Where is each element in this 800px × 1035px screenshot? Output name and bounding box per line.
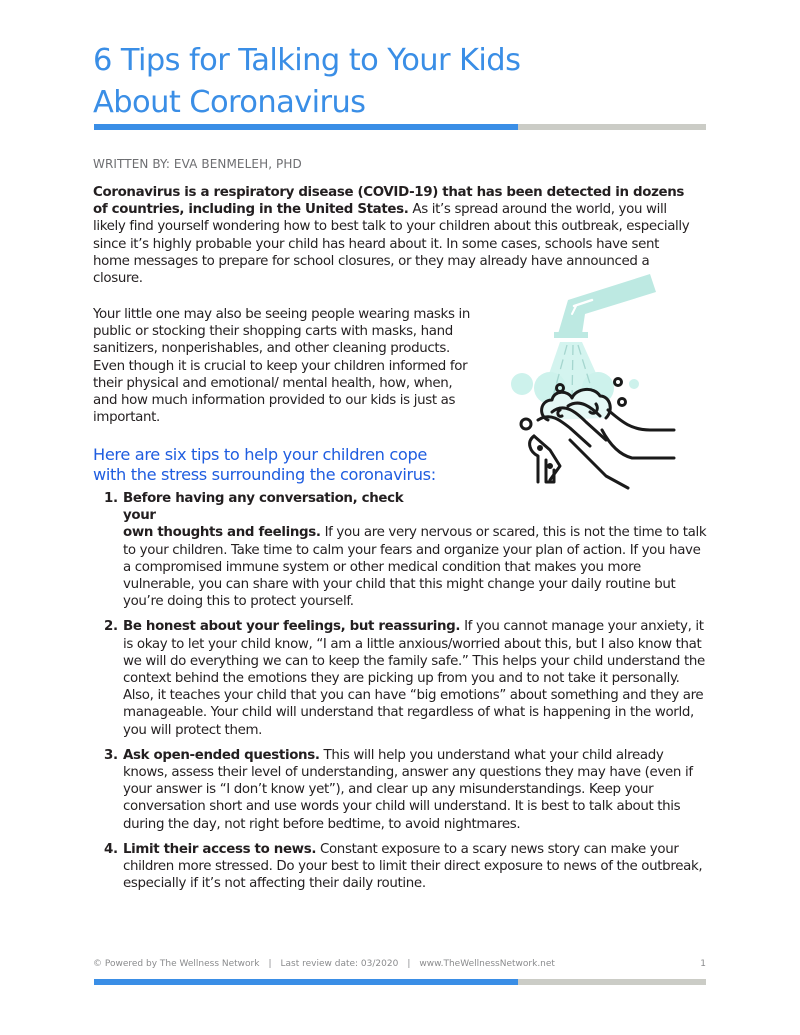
footer-divider-gray <box>518 979 706 985</box>
header-divider-gray <box>518 124 706 130</box>
second-paragraph: Your little one may also be seeing people wearing masks in public or stocking their shopping carts with masks, hand sanitizers, nonperishables, and other cleaning products. Even though it is crucial to keep your children informed for their physical and emotional/ mental health, how, when, and how much information provided to our kids is just as important. <box>93 307 470 426</box>
header-divider-blue <box>94 124 518 130</box>
tip-bold-line-2: own thoughts and feelings. <box>123 525 321 541</box>
tip-bold-line-1: Before having any conversation, check your <box>123 491 404 524</box>
tip-item <box>93 618 708 738</box>
subheading-line-2: with the stress surrounding the coronavirus: <box>93 465 436 484</box>
footer-website-link[interactable]: www.TheWellnessNetwork.net <box>419 959 555 969</box>
header-divider <box>94 124 706 130</box>
faucet-icon <box>554 274 656 338</box>
intro-bold: Coronavirus is a respiratory disease (COVID-19) that has been detected in dozens of countries, including in the United States. <box>93 185 685 218</box>
title-line-1: 6 Tips for Talking to Your Kids <box>93 43 521 78</box>
tip-number: 4. <box>104 841 118 857</box>
footer-separator: | <box>268 959 272 969</box>
intro-text: As it’s spread around the world, you will likely find yourself wondering how to best talk to your children about this outbreak, especially since it’s highly probable your child has heard about it. In some cases, schools have sent home messages to prepare for school closures, or they may already have announced a closure. <box>93 202 690 287</box>
tip-item <box>93 841 708 893</box>
tip-number: 3. <box>104 747 118 763</box>
footer-divider <box>94 979 706 985</box>
tip-text: If you are very nervous or scared, this is not the time to talk to your children. Take time to calm your fears and organize your plan of action. If you have a compromised immune system or other medical condition that makes you more vulnerable, you can share with your child that this might change your daily routine but you’re doing this to protect yourself. <box>123 525 707 610</box>
footer-review-date: Last review date: 03/2020 <box>280 959 399 969</box>
tip-text: This will help you understand what your child already knows, assess their level of understanding, answer any questions they may have (even if your answer is “I don’t know yet”), and clear up any misunderstandings. Keep your conversation short and use words your child will understand. It is best to talk about this during the day, not right before bedtime, to avoid nightmares. <box>123 747 693 832</box>
tip-bold: Be honest about your feelings, but reassuring. <box>123 619 461 635</box>
tip-number: 1. <box>104 491 118 506</box>
handwashing-illustration <box>510 270 680 490</box>
tip-bold: Ask open-ended questions. <box>123 747 320 763</box>
title-line-2: About Coronavirus <box>93 85 366 120</box>
document-title <box>93 40 520 124</box>
tip-bold: Limit their access to news. <box>123 841 317 857</box>
footer-separator: | <box>407 959 411 969</box>
tip-item <box>93 490 708 610</box>
tips-subheading <box>93 445 436 485</box>
tips-list <box>93 490 708 900</box>
subheading-line-1: Here are six tips to help your children cope <box>93 445 428 464</box>
tip-number: 2. <box>104 619 118 635</box>
footer-divider-blue <box>94 979 518 985</box>
author-byline: WRITTEN BY: EVA BENMELEH, PHD <box>93 157 302 171</box>
tip-item <box>93 747 708 833</box>
footer-powered-by: © Powered by The Wellness Network <box>93 959 260 969</box>
page-footer <box>93 959 706 969</box>
tip-text: If you cannot manage your anxiety, it is okay to let your child know, “I am a little anxious/worried about this, but I also know that we will do everything we can to keep the family safe.” This helps your child understand the context behind the emotions they are picking up from you and to not take it personally. Also, it teaches your child that you can have “big emotions” about something and they are manageable. Your child will understand that regardless of what is happening in the world, you will protect them. <box>123 619 705 738</box>
page-number: 1 <box>700 959 706 969</box>
tip-text: Constant exposure to a scary news story can make your children more stressed. Do your best to limit their direct exposure to news of the outbreak, especially if it’s not affecting their daily routine. <box>123 841 703 892</box>
